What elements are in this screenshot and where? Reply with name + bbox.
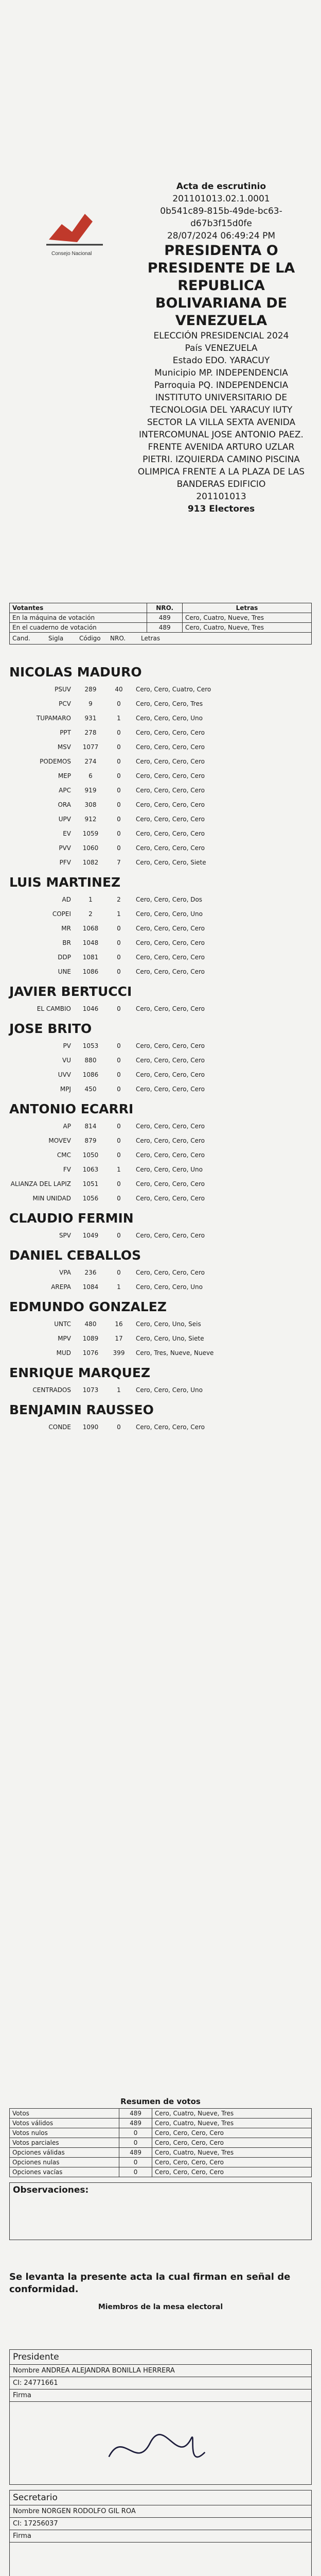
candidate-block	[9, 1021, 312, 1096]
candidate-name: CLAUDIO FERMIN	[9, 1211, 134, 1226]
candidate-block	[9, 1248, 312, 1294]
party-row: PCV 9 0 Cero, Cero, Cero, Tres	[59, 700, 203, 707]
table-row: Votos válidos 489 Cero, Cuatro, Nueve, Tres	[10, 2119, 312, 2128]
candidate-columns: Cand. Sigla Código NRO. Letras	[9, 633, 312, 645]
candidate-name: ANTONIO ECARRI	[9, 1101, 134, 1116]
party-row: CMC 1050 0 Cero, Cero, Cero, Cero	[57, 1151, 205, 1159]
signer-firma-label: Firma	[10, 2530, 311, 2543]
party-row: UNTC 480 16 Cero, Cero, Uno, Seis	[54, 1320, 201, 1328]
municipality: Municipio MP. INDEPENDENCIA	[154, 368, 288, 378]
signer-role: Secretario	[10, 2490, 311, 2505]
candidate-name: JAVIER BERTUCCI	[9, 984, 132, 999]
candidate-block	[9, 665, 312, 870]
votantes-header: Votantes	[10, 603, 147, 613]
party-row: PV 1053 0 Cero, Cero, Cero, Cero	[63, 1042, 205, 1049]
party-row: CONDE 1090 0 Cero, Cero, Cero, Cero	[48, 1423, 205, 1431]
party-row: PSUV 289 40 Cero, Cero, Cuatro, Cero	[55, 686, 211, 693]
party-row: AP 814 0 Cero, Cero, Cero, Cero	[63, 1123, 205, 1130]
party-row: PVV 1060 0 Cero, Cero, Cero, Cero	[59, 844, 205, 852]
acta-hash-1: 0b541c89-815b-49de-bc63-	[160, 206, 282, 216]
resumen-section	[9, 2097, 312, 2311]
signer-name: Nombre NORGEN RODOLFO GIL ROA	[10, 2505, 311, 2518]
candidate-block	[9, 1211, 312, 1243]
party-row: BR 1048 0 Cero, Cero, Cero, Cero	[62, 939, 205, 946]
center-address: SECTOR LA VILLA SEXTA AVENIDA INTERCOMUNAL JOSE ANTONIO PAEZ. FRENTE AVENIDA ARTURO UZLAR PIETRI. IZQUIERDA CAMINO PISCINA OLIMPICA FRENTE A LA PLAZA DE LAS BANDERAS EDIFICIO	[137, 417, 305, 489]
party-row: ORA 308 0 Cero, Cero, Cero, Cero	[58, 801, 205, 808]
signer-box	[9, 2349, 312, 2485]
party-row: MOVEV 879 0 Cero, Cero, Cero, Cero	[48, 1137, 205, 1144]
table-row: Votos parciales 0 Cero, Cero, Cero, Cero	[10, 2138, 312, 2148]
party-row: ALIANZA DEL LAPIZ 1051 0 Cero, Cero, Cero, Cero	[10, 1180, 205, 1188]
party-row: VU 880 0 Cero, Cero, Cero, Cero	[62, 1057, 205, 1064]
party-row: PFV 1082 7 Cero, Cero, Cero, Siete	[59, 859, 206, 866]
letras-header: Letras	[182, 603, 311, 613]
candidate-block	[9, 984, 312, 1016]
party-row: EL CAMBIO 1046 0 Cero, Cero, Cero, Cero	[37, 1005, 205, 1012]
party-row: MIN UNIDAD 1056 0 Cero, Cero, Cero, Cero	[32, 1195, 205, 1202]
acta-header	[134, 180, 309, 515]
acta-hash-2: d67b3f15d0fe	[190, 218, 252, 229]
table-row: Opciones vacías 0 Cero, Cero, Cero, Cero	[10, 2167, 312, 2177]
candidate-name: JOSE BRITO	[9, 1021, 92, 1036]
table-row: Opciones válidas 489 Cero, Cuatro, Nueve, Tres	[10, 2148, 312, 2158]
party-row: TUPAMARO 931 1 Cero, Cero, Cero, Uno	[36, 715, 203, 722]
candidate-name: BENJAMIN RAUSSEO	[9, 1402, 154, 1417]
parish: Parroquia PQ. INDEPENDENCIA	[154, 380, 289, 391]
party-row: MPV 1089 17 Cero, Cero, Uno, Siete	[58, 1335, 204, 1342]
signer-ci: CI: 17256037	[10, 2518, 311, 2530]
party-row: MSV 1077 0 Cero, Cero, Cero, Cero	[57, 743, 205, 751]
table-row: Votos 489 Cero, Cuatro, Nueve, Tres	[10, 2109, 312, 2119]
party-row: PPT 278 0 Cero, Cero, Cero, Cero	[60, 729, 205, 736]
candidate-block	[9, 875, 312, 979]
signature	[10, 2543, 311, 2576]
party-row: COPEI 2 1 Cero, Cero, Cero, Uno	[52, 910, 203, 918]
candidate-block	[9, 1402, 312, 1434]
candidate-name: EDMUNDO GONZALEZ	[9, 1299, 167, 1314]
party-row: VPA 236 0 Cero, Cero, Cero, Cero	[59, 1269, 205, 1276]
country: País VENEZUELA	[185, 343, 258, 353]
party-row: MEP 6 0 Cero, Cero, Cero, Cero	[58, 772, 205, 779]
table-row: Opciones nulas 0 Cero, Cero, Cero, Cero	[10, 2158, 312, 2167]
resumen-table	[9, 2108, 312, 2177]
candidate-name: LUIS MARTINEZ	[9, 875, 121, 890]
observaciones-box	[9, 2182, 312, 2240]
election-name: ELECCIÓN PRESIDENCIAL 2024	[153, 331, 289, 341]
electors-count: 913 Electores	[187, 504, 255, 514]
cne-logo	[41, 196, 108, 263]
candidate-block	[9, 1365, 312, 1397]
signer-role: Presidente	[10, 2350, 311, 2365]
signer-name: Nombre ANDREA ALEJANDRA BONILLA HERRERA	[10, 2365, 311, 2377]
party-row: APC 919 0 Cero, Cero, Cero, Cero	[59, 787, 205, 794]
acta-datetime: 28/07/2024 06:49:24 PM	[167, 231, 276, 241]
signers-section	[9, 2349, 312, 2576]
center-name: INSTITUTO UNIVERSITARIO DE TECNOLOGIA DEL YARACUY IUTY	[150, 393, 293, 415]
party-row: SPV 1049 0 Cero, Cero, Cero, Cero	[59, 1232, 205, 1239]
signer-firma-label: Firma	[10, 2389, 311, 2402]
signature	[10, 2402, 311, 2484]
acta-code: 201101013.02.1.0001	[172, 194, 270, 204]
party-row: DDP 1081 0 Cero, Cero, Cero, Cero	[58, 954, 205, 961]
signer-box	[9, 2490, 312, 2576]
center-code: 201101013	[196, 492, 246, 502]
members-title: Miembros de la mesa electoral	[98, 2303, 223, 2311]
party-row: UPV 912 0 Cero, Cero, Cero, Cero	[58, 816, 205, 823]
votantes-section	[9, 603, 312, 645]
party-row: AD 1 2 Cero, Cero, Cero, Dos	[62, 896, 203, 903]
party-row: PODEMOS 274 0 Cero, Cero, Cero, Cero	[40, 758, 205, 765]
table-row: En el cuaderno de votación 489 Cero, Cuatro, Nueve, Tres	[10, 623, 312, 633]
party-row: MPJ 450 0 Cero, Cero, Cero, Cero	[60, 1086, 205, 1093]
state: Estado EDO. YARACUY	[172, 355, 270, 366]
party-row: UNE 1086 0 Cero, Cero, Cero, Cero	[58, 968, 205, 975]
acta-title: Acta de escrutinio	[176, 181, 266, 192]
observaciones-label: Observaciones:	[13, 2185, 89, 2195]
table-row: En la máquina de votación 489 Cero, Cuatro, Nueve, Tres	[10, 613, 312, 623]
table-row: Votos nulos 0 Cero, Cero, Cero, Cero	[10, 2128, 312, 2138]
candidate-name: DANIEL CEBALLOS	[9, 1248, 141, 1263]
candidate-block	[9, 1299, 312, 1360]
party-row: MR 1068 0 Cero, Cero, Cero, Cero	[61, 925, 205, 932]
candidate-name: NICOLAS MADURO	[9, 665, 142, 680]
closing-text: Se levanta la presente acta la cual firman en señal de conformidad.	[9, 2272, 291, 2295]
candidates-section	[9, 659, 312, 1434]
party-row: AREPA 1084 1 Cero, Cero, Cero, Uno	[51, 1283, 203, 1291]
party-row: EV 1059 0 Cero, Cero, Cero, Cero	[63, 830, 205, 837]
party-row: CENTRADOS 1073 1 Cero, Cero, Cero, Uno	[32, 1386, 203, 1394]
signer-ci: CI: 24771661	[10, 2377, 311, 2389]
resumen-title: Resumen de votos	[120, 2097, 201, 2106]
party-row: FV 1063 1 Cero, Cero, Cero, Uno	[63, 1166, 203, 1173]
svg-text:Consejo Nacional: Consejo Nacional	[51, 251, 92, 257]
votantes-table	[9, 603, 312, 633]
candidate-name: ENRIQUE MARQUEZ	[9, 1365, 151, 1380]
election-heading: PRESIDENTA O PRESIDENTE DE LA REPUBLICA BOLIVARIANA DE VENEZUELA	[147, 243, 295, 329]
party-row: UVV 1086 0 Cero, Cero, Cero, Cero	[58, 1071, 205, 1078]
candidate-block	[9, 1101, 312, 1206]
party-row: MUD 1076 399 Cero, Tres, Nueve, Nueve	[56, 1349, 214, 1357]
nro-header: NRO.	[147, 603, 183, 613]
